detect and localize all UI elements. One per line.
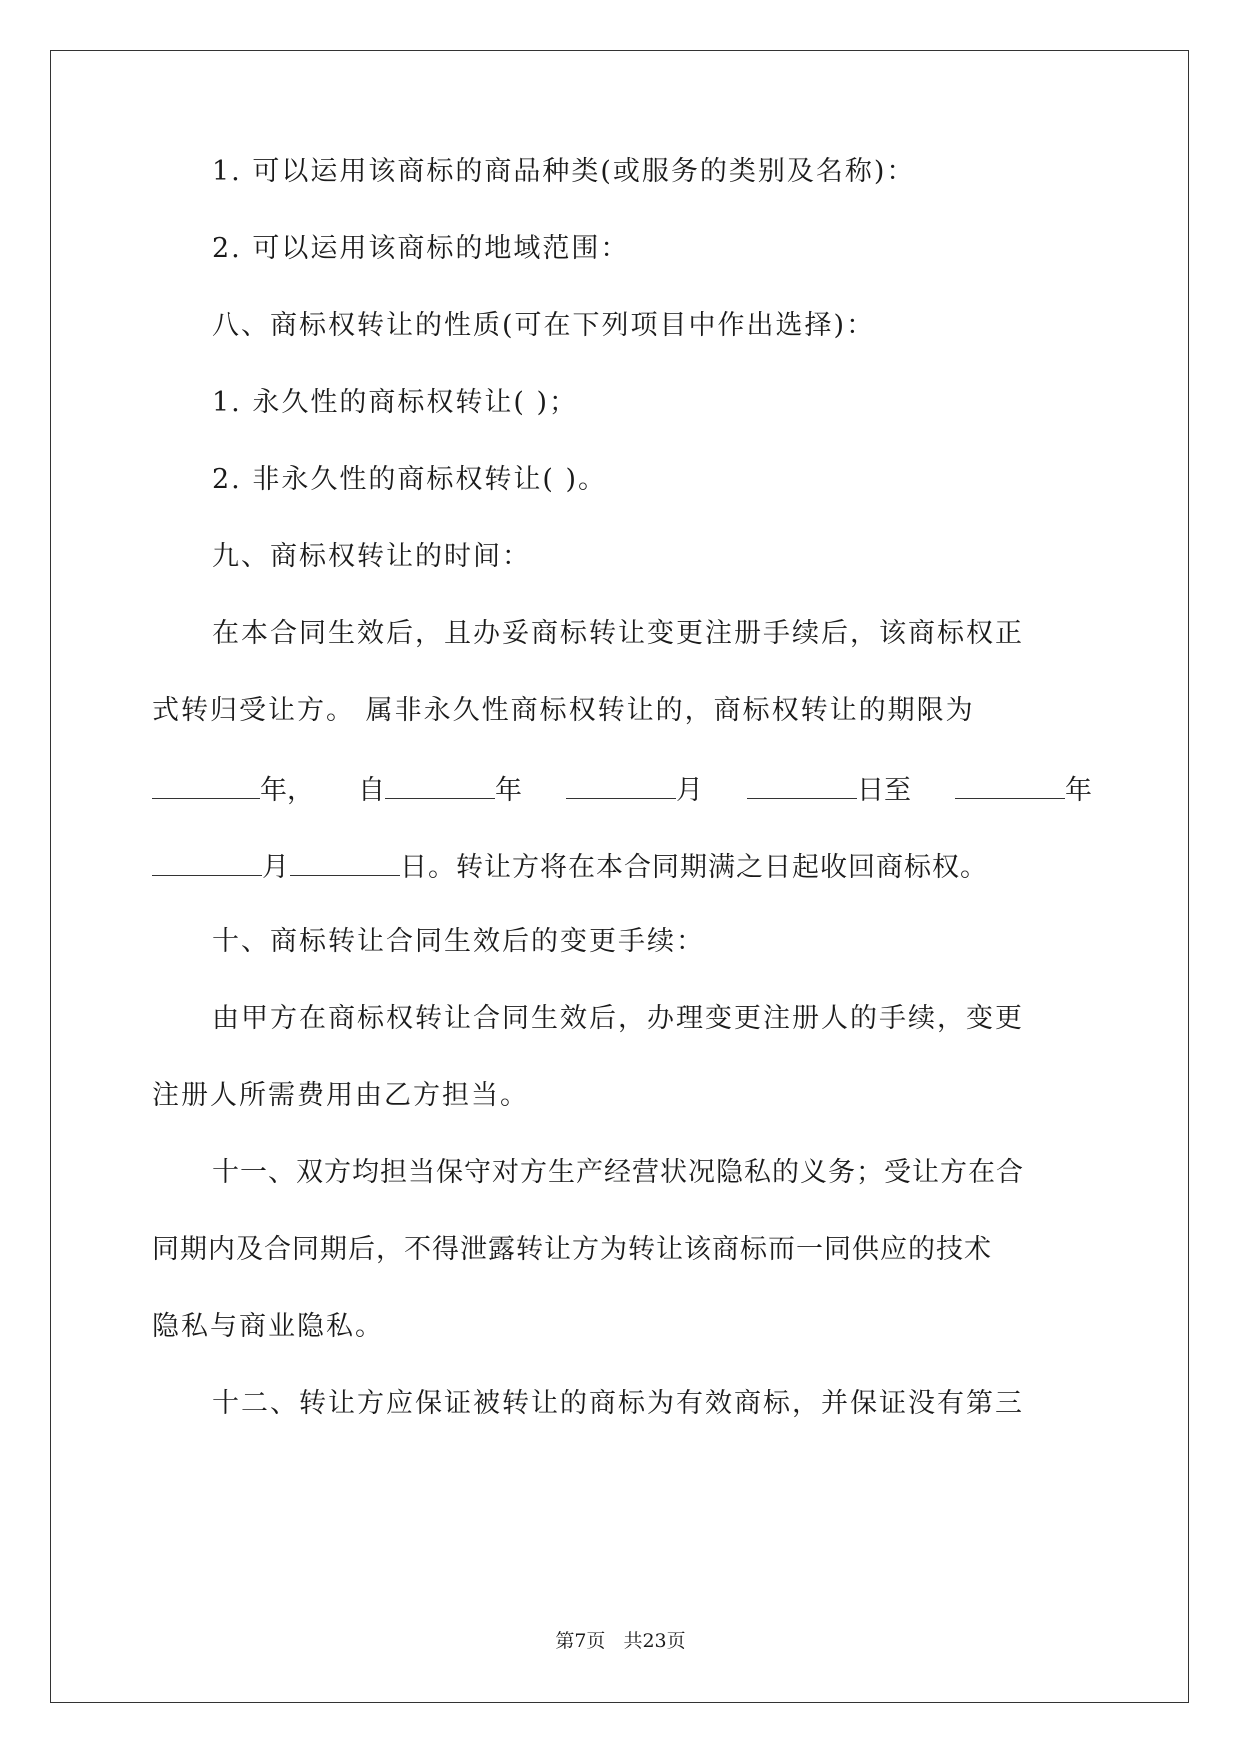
clause-11-line-3: 隐私与商业隐私。	[152, 1311, 384, 1342]
clause-9-term-line	[152, 768, 1092, 808]
term-segment-2	[358, 768, 522, 808]
blank-line	[747, 768, 857, 799]
clause-9-term-line-2	[152, 845, 1092, 885]
term-segment-5	[955, 768, 1092, 808]
clause-11-line-1: 十一、双方均担当保守对方生产经营状况隐私的义务；受让方在合	[212, 1157, 1024, 1188]
term-label-from: 自	[358, 775, 385, 806]
clause-8-option-1: 1. 永久性的商标权转让( )；	[212, 387, 578, 418]
clause-8-option-2: 2. 非永久性的商标权转让( )。	[212, 464, 607, 495]
term-label-year-end: 年	[1065, 775, 1092, 806]
term-label-month: 月	[676, 775, 703, 806]
clause-11-line-2: 同期内及合同期后，不得泄露转让方为转让该商标而一同供应的技术	[152, 1234, 992, 1265]
term-label-month-end: 月	[262, 852, 290, 883]
clause-9-heading: 九、商标权转让的时间：	[212, 541, 531, 572]
clause-7-item-2: 2. 可以运用该商标的地域范围：	[212, 233, 630, 264]
clause-12-line-1: 十二、转让方应保证被转让的商标为有效商标，并保证没有第三	[212, 1388, 1024, 1419]
blank-line	[955, 768, 1065, 799]
clause-7-item-1: 1. 可以运用该商标的商品种类(或服务的类别及名称)：	[212, 156, 916, 187]
term-label-day-to: 日至	[857, 775, 911, 806]
term-label-day-end: 日。转让方将在本合同期满之日起收回商标权。	[400, 852, 988, 883]
clause-10-paragraph-line-1: 由甲方在商标权转让合同生效后，办理变更注册人的手续，变更	[212, 1003, 1024, 1034]
blank-line	[566, 768, 676, 799]
blank-line	[385, 768, 495, 799]
clause-10-heading: 十、商标转让合同生效后的变更手续：	[212, 926, 705, 957]
term-label-year: 年	[495, 775, 522, 806]
blank-line	[290, 845, 400, 876]
term-segment-4	[747, 768, 911, 808]
blank-line	[152, 845, 262, 876]
term-label-years: 年，	[260, 775, 314, 806]
clause-9-paragraph-line-1: 在本合同生效后，且办妥商标转让变更注册手续后，该商标权正	[212, 618, 1024, 649]
blank-line	[152, 768, 260, 799]
clause-8-heading: 八、商标权转让的性质(可在下列项目中作出选择)：	[212, 310, 876, 341]
clause-9-paragraph-line-2: 式转归受让方。 属非永久性商标权转让的，商标权转让的期限为	[152, 695, 975, 726]
clause-10-paragraph-line-2: 注册人所需费用由乙方担当。	[152, 1080, 529, 1111]
term-segment-1	[152, 768, 314, 808]
page-total: 共23页	[623, 1630, 686, 1652]
term-segment-3	[566, 768, 703, 808]
page-footer	[0, 1628, 1241, 1654]
page-number: 第7页	[555, 1630, 606, 1652]
